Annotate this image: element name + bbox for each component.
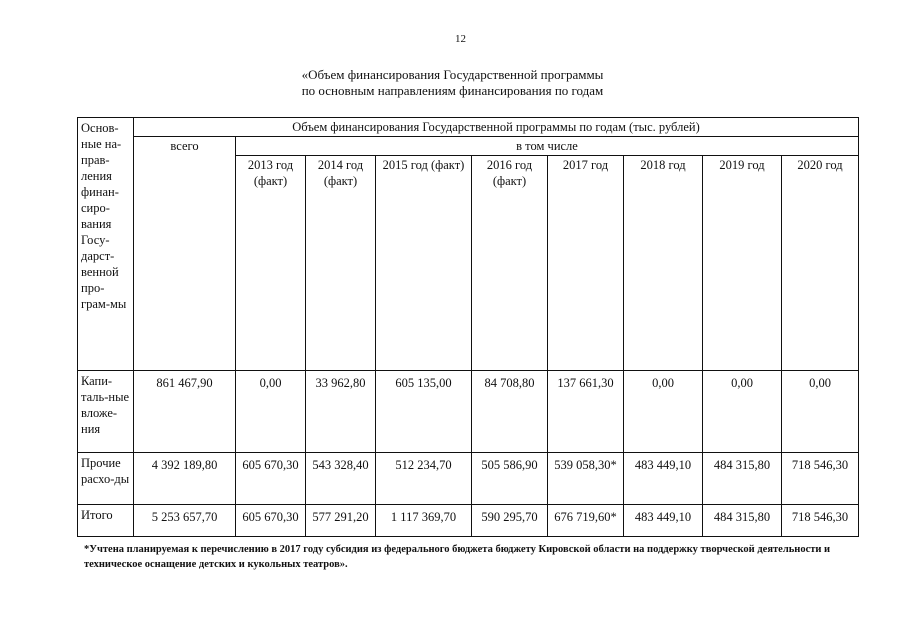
row-direction: Прочие расхо-ды bbox=[78, 453, 134, 505]
year-header: 2020 год bbox=[782, 156, 859, 371]
row-value: 543 328,40 bbox=[306, 453, 376, 505]
footnote: *Учтена планируемая к перечислению в 2017 году субсидия из федерального бюджета бюджету Кировской области на поддержку творческой деятельности и техническое оснащение детских и кукольных театров». bbox=[84, 544, 831, 570]
year-header: 2019 год bbox=[703, 156, 782, 371]
row-value: 0,00 bbox=[703, 371, 782, 453]
row-value: 84 708,80 bbox=[472, 371, 548, 453]
year-header: 2014 год (факт) bbox=[306, 156, 376, 371]
year-header: 2017 год bbox=[548, 156, 624, 371]
row-total: 5 253 657,70 bbox=[134, 505, 236, 537]
row-value: 605 670,30 bbox=[236, 505, 306, 537]
corner-header: Основ-ные на-прав-ления финан-сиро-вания Госу-дарст-венной про-грам-мы bbox=[78, 118, 134, 371]
row-value: 718 546,30 bbox=[782, 505, 859, 537]
row-value: 512 234,70 bbox=[376, 453, 472, 505]
row-value: 33 962,80 bbox=[306, 371, 376, 453]
row-direction: Капи-таль-ные вложе-ния bbox=[78, 371, 134, 453]
row-total: 861 467,90 bbox=[134, 371, 236, 453]
row-value: 0,00 bbox=[624, 371, 703, 453]
row-value: 1 117 369,70 bbox=[376, 505, 472, 537]
title-line-2: по основным направлениям финансирования по годам bbox=[301, 83, 604, 98]
row-value: 605 670,30 bbox=[236, 453, 306, 505]
row-value: 0,00 bbox=[782, 371, 859, 453]
row-value: 483 449,10 bbox=[624, 505, 703, 537]
row-value: 590 295,70 bbox=[472, 505, 548, 537]
row-value: 605 135,00 bbox=[376, 371, 472, 453]
row-total: 4 392 189,80 bbox=[134, 453, 236, 505]
year-header: 2013 год (факт) bbox=[236, 156, 306, 371]
row-value: 0,00 bbox=[236, 371, 306, 453]
financing-table bbox=[77, 117, 859, 537]
row-value: 483 449,10 bbox=[624, 453, 703, 505]
document-title bbox=[0, 67, 905, 99]
table-row bbox=[78, 453, 859, 505]
row-value: 539 058,30* bbox=[548, 453, 624, 505]
row-direction: Итого bbox=[78, 505, 134, 537]
year-header: 2018 год bbox=[624, 156, 703, 371]
total-header: всего bbox=[134, 137, 236, 371]
row-value: 577 291,20 bbox=[306, 505, 376, 537]
group-header: Объем финансирования Государственной программы по годам (тыс. рублей) bbox=[134, 118, 859, 137]
row-value: 676 719,60* bbox=[548, 505, 624, 537]
row-value: 505 586,90 bbox=[472, 453, 548, 505]
year-header: 2015 год (факт) bbox=[376, 156, 472, 371]
row-value: 137 661,30 bbox=[548, 371, 624, 453]
year-header: 2016 год (факт) bbox=[472, 156, 548, 371]
page-number: 12 bbox=[455, 33, 466, 45]
table-row bbox=[78, 505, 859, 537]
row-value: 484 315,80 bbox=[703, 505, 782, 537]
title-line-1: «Объем финансирования Государственной программы bbox=[301, 67, 604, 82]
table-row bbox=[78, 371, 859, 453]
row-value: 484 315,80 bbox=[703, 453, 782, 505]
subgroup-header: в том числе bbox=[236, 137, 859, 156]
row-value: 718 546,30 bbox=[782, 453, 859, 505]
